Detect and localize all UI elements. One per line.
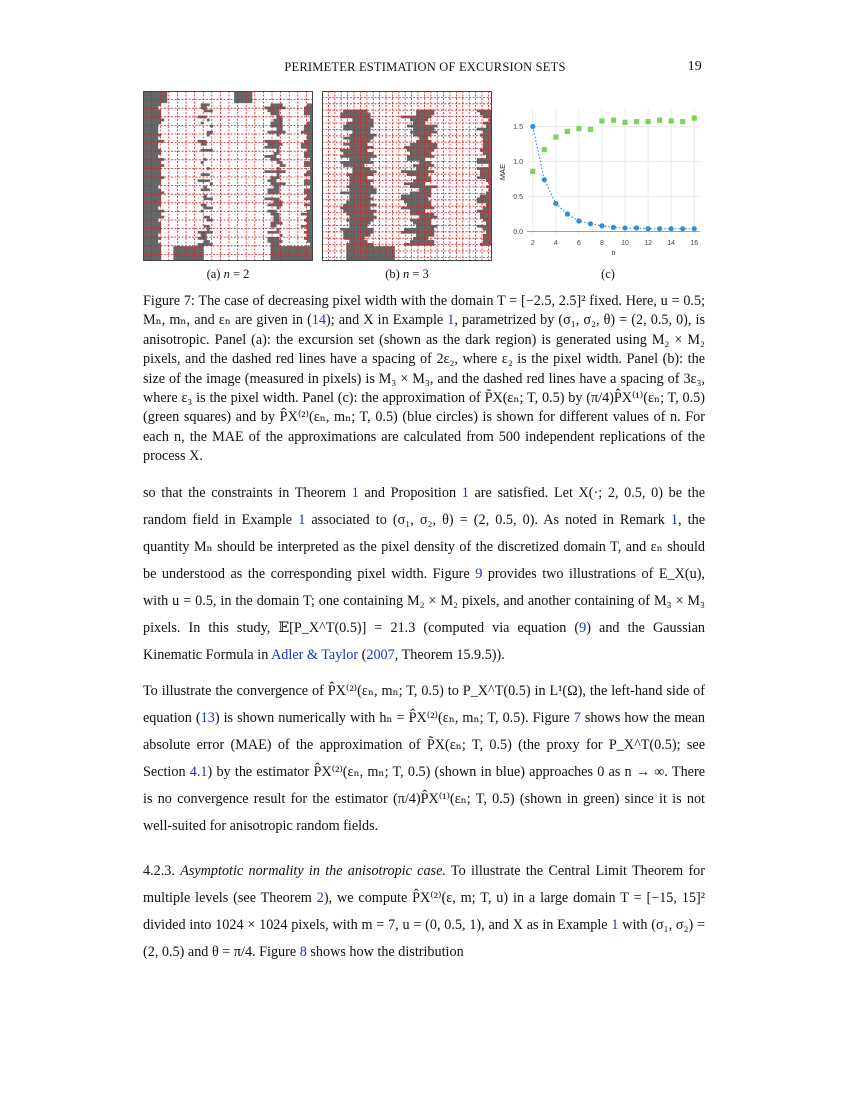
y-axis-label: MAE bbox=[498, 163, 507, 181]
blue-circle-point bbox=[692, 226, 697, 231]
x-tick-label: 10 bbox=[621, 240, 629, 247]
p1-text-4: associated to (σ₁, σ₂, θ) = (2, 0.5, 0). As noted in Remark bbox=[305, 512, 671, 528]
blue-circle-point bbox=[588, 221, 593, 226]
p2-text-3: shows how the mean absolute error (MAE) of the approximation of P̃X(εₙ; T, 0.5) (the proxy for P_X^T(0.5); see Section bbox=[143, 710, 705, 780]
green-square-point bbox=[553, 134, 558, 139]
blue-circle-point bbox=[599, 223, 604, 228]
ref-example-1[interactable]: 1 bbox=[447, 312, 455, 329]
panel-a-caption: (a) n = 2 bbox=[206, 267, 250, 281]
ref-figure-9[interactable]: 9 bbox=[475, 566, 483, 582]
y-tick-label: 0.0 bbox=[513, 229, 523, 236]
plot-area bbox=[527, 109, 700, 235]
caption-text-1: The case of decreasing pixel width with the domain T = [−2.5, 2.5]² fixed. Here, u = 0.5; Mₙ, mₙ, and εₙ are given in ( bbox=[143, 293, 706, 329]
green-square-point bbox=[588, 127, 593, 132]
ref-eq-14[interactable]: 14 bbox=[311, 312, 326, 329]
blue-circle-point bbox=[622, 225, 627, 230]
ref-theorem-2[interactable]: 2 bbox=[316, 890, 324, 906]
p3-text-3: with (σ₁, σ₂) = (2, 0.5) and θ = π/4. Figure bbox=[143, 917, 705, 960]
ref-proposition-1[interactable]: 1 bbox=[461, 485, 469, 501]
blue-circle-point bbox=[657, 226, 662, 231]
panel-a-label bbox=[143, 267, 313, 282]
p1-text-5: , the quantity Mₙ should be interpreted as the pixel density of the discretized domain T, and εₙ should be understood as the corresponding pixel width. Figure bbox=[143, 512, 705, 582]
blue-circle-point bbox=[680, 226, 685, 231]
blue-circle-point bbox=[553, 201, 558, 206]
p1-text-2: and Proposition bbox=[358, 485, 462, 501]
ref-figure-8[interactable]: 8 bbox=[299, 944, 307, 960]
page-number: 19 bbox=[687, 59, 702, 74]
ref-section-4-1[interactable]: 4.1 bbox=[189, 764, 208, 780]
section-number: 4.2.3. bbox=[143, 863, 175, 879]
green-square-point bbox=[634, 119, 639, 124]
green-square-point bbox=[565, 129, 570, 134]
ref-eq-9[interactable]: 9 bbox=[579, 620, 587, 636]
green-square-point bbox=[611, 118, 616, 123]
ref-adler-taylor[interactable]: Adler & Taylor bbox=[271, 647, 359, 663]
p1-text-6: provides two illustrations of E_X(u), with u = 0.5, in the domain T; one containing M₂ × M₂ pixels, and another containing of M₃ × M₃ pixels. In this study, 𝔼[P_X^T(0.5)] = 21.3 (computed via equation ( bbox=[143, 566, 705, 636]
p1-text-8: ( bbox=[358, 647, 367, 663]
x-tick-label: 12 bbox=[644, 240, 652, 247]
blue-circle-point bbox=[669, 226, 674, 231]
panel-b-excursion-set bbox=[322, 91, 492, 261]
green-square-point bbox=[692, 116, 697, 121]
blue-circle-point bbox=[646, 226, 651, 231]
ref-example-1[interactable]: 1 bbox=[611, 917, 619, 933]
green-square-point bbox=[542, 147, 547, 152]
green-square-point bbox=[576, 126, 581, 131]
figure-label: Figure 7: bbox=[143, 293, 195, 309]
panel-c-label: (c) bbox=[601, 267, 615, 281]
p2-text-4: ) by the estimator P̂X⁽²⁾(εₙ, mₙ; T, 0.5) (shown in blue) approaches 0 as n → ∞. There is no convergence result for the estimator (π/4)P̂X⁽¹⁾(εₙ; T, 0.5) (shown in green) since it is not well-suited for anisotropic random fields. bbox=[143, 764, 705, 834]
panel-c-mae-chart bbox=[495, 103, 705, 263]
p1-text-7: ) and the Gaussian Kinematic Formula in bbox=[143, 620, 705, 663]
body-paragraph-1 bbox=[143, 480, 705, 669]
ref-theorem-1[interactable]: 1 bbox=[351, 485, 359, 501]
panel-b-label bbox=[322, 267, 492, 282]
x-axis-label: n bbox=[611, 248, 616, 257]
green-square-point bbox=[680, 119, 685, 124]
body-paragraph-3 bbox=[143, 858, 705, 966]
p3-text-1: To illustrate the Central Limit Theorem for multiple levels (see Theorem bbox=[143, 863, 705, 906]
green-square-point bbox=[530, 169, 535, 174]
green-square-point bbox=[646, 119, 651, 124]
ref-example-1[interactable]: 1 bbox=[298, 512, 306, 528]
green-square-point bbox=[657, 118, 662, 123]
ref-2007[interactable]: 2007 bbox=[366, 647, 395, 663]
p1-text-9: , Theorem 15.9.5)). bbox=[394, 647, 505, 663]
y-tick-label: 0.5 bbox=[513, 194, 523, 201]
p1-text-1: so that the constraints in Theorem bbox=[143, 485, 352, 501]
p3-text-2: ), we compute P̂X⁽²⁾(ε, m; T, u) in a large domain T = [−15, 15]² divided into 1024 × 1024 pixels, with m = 7, u = (0, 0.5, 1), and X as in Example bbox=[143, 890, 705, 933]
blue-circle-point bbox=[565, 211, 570, 216]
caption-text-3: , parametrized by (σ₁, σ₂, θ) = (2, 0.5, 0), is anisotropic. Panel (a): the excursion set (shown as the dark region) is generated using M₂ × M₂ pixels, and the dashed red lines have a spacing of 2ε₂, where ε₂ is the pixel width. Panel (b): the size of the image (measured in pixels) is M₃ × M₃, and the dashed red lines have a spacing of 3ε₃, where ε₃ is the pixel width. Panel (c): the approximation of P̃X(εₙ; T, 0.5) by (π/4)P̂X⁽¹⁾(εₙ; T, 0.5) (green squares) and by P̂X⁽²⁾(εₙ, mₙ; T, 0.5) (blue circles) is shown for different values of n. For each n, the MAE of the approximations are calculated from 500 independent replications of the process X. bbox=[143, 312, 706, 465]
running-title: PERIMETER ESTIMATION OF EXCURSION SETS bbox=[284, 60, 566, 74]
x-tick-label: 8 bbox=[600, 240, 604, 247]
p3-text-4: shows how the distribution bbox=[306, 944, 464, 960]
x-tick-label: 14 bbox=[667, 240, 676, 247]
figure-caption bbox=[143, 292, 705, 467]
blue-circle-point bbox=[611, 225, 616, 230]
y-tick-label: 1.0 bbox=[513, 159, 523, 166]
green-square-point bbox=[599, 118, 604, 123]
blue-circle-point bbox=[530, 124, 535, 129]
blue-circle-point bbox=[634, 225, 639, 230]
x-tick-label: 6 bbox=[576, 240, 581, 247]
green-square-point bbox=[669, 118, 674, 123]
x-tick-label: 16 bbox=[690, 240, 699, 247]
ref-remark-1[interactable]: 1 bbox=[670, 512, 679, 528]
p1-text-3: are satisfied. Let X(·; 2, 0.5, 0) be the random field in Example bbox=[143, 485, 706, 528]
ref-figure-7[interactable]: 7 bbox=[573, 710, 581, 726]
p2-text-1: To illustrate the convergence of P̂X⁽²⁾(εₙ, mₙ; T, 0.5) to P_X^T(0.5) in L¹(Ω), the left-hand side of equation ( bbox=[143, 683, 705, 726]
x-tick-label: 4 bbox=[553, 240, 558, 247]
blue-circle-point bbox=[576, 218, 581, 223]
y-tick-label: 1.5 bbox=[513, 124, 523, 131]
blue-circle-point bbox=[542, 177, 547, 182]
section-heading: Asymptotic normality in the anisotropic case. bbox=[180, 863, 446, 879]
green-square-point bbox=[622, 120, 627, 125]
body-paragraph-2 bbox=[143, 678, 705, 840]
caption-text-2: ); and X in Example bbox=[325, 312, 448, 329]
panel-b-caption: (b) n = 3 bbox=[385, 267, 429, 281]
p2-text-2: ) is shown numerically with hₙ = P̂X⁽²⁾(εₙ, mₙ; T, 0.5). Figure bbox=[214, 710, 574, 726]
panel-a-excursion-set bbox=[143, 91, 313, 261]
ref-eq-13[interactable]: 13 bbox=[200, 710, 215, 726]
x-tick-label: 2 bbox=[530, 240, 535, 247]
